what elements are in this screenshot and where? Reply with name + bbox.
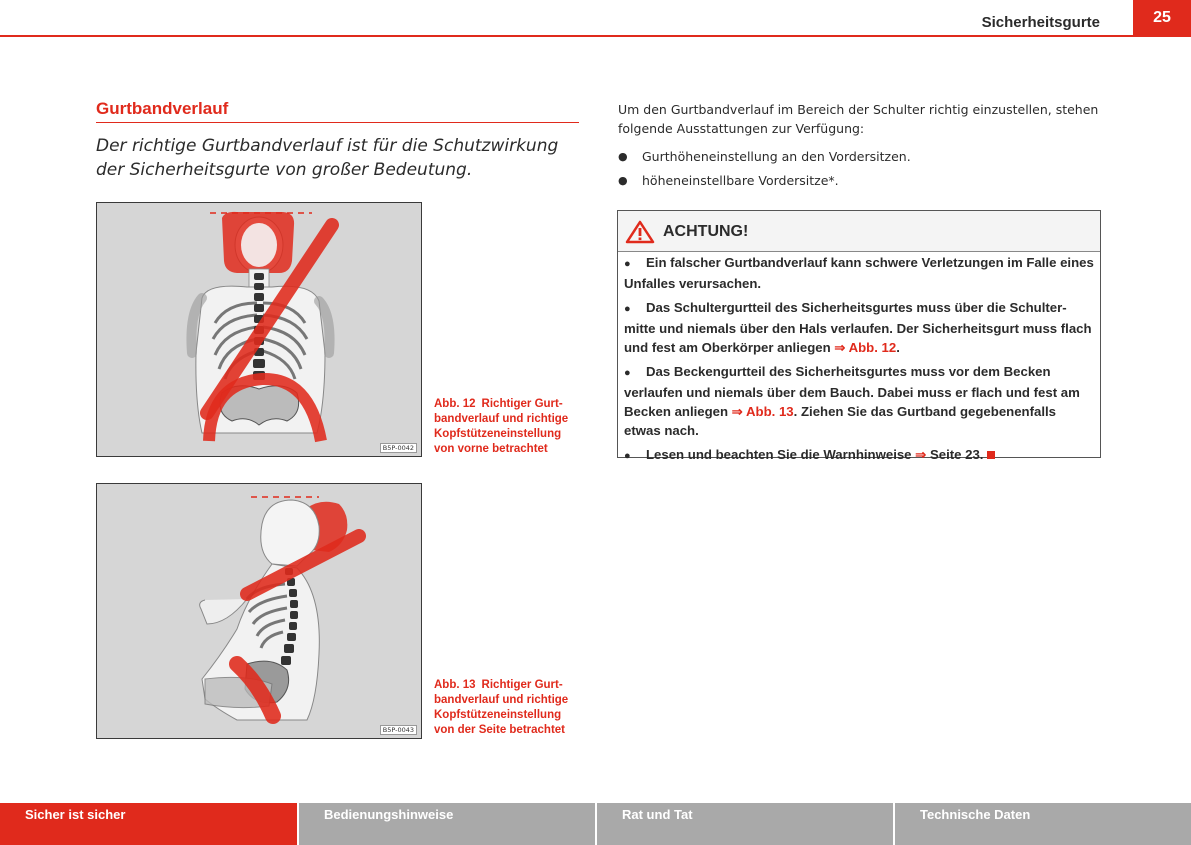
list-item: ● höheneinstellbare Vordersitze*. (618, 171, 1108, 190)
page-reference-link[interactable]: Seite 23. (929, 447, 984, 462)
warning-item: ● Ein falscher Gurtbandverlauf kann schwere Verletzungen im Falle eines Unfalles verursachen. (624, 255, 1094, 291)
figure-caption (434, 397, 584, 457)
tab-technische-daten[interactable]: Technische Daten (893, 803, 1191, 845)
page-number: 25 (1133, 0, 1191, 36)
warning-header (618, 211, 1100, 252)
figure-label: Abb. 13 (434, 679, 476, 691)
figure-side-view (96, 483, 422, 739)
figure-reference-link[interactable]: Abb. 13 (746, 404, 794, 419)
warning-item: ● Das Schultergurtteil des Sicherheitsgurtes muss über die Schulter-mitte und niemals über den Hals verlaufen. Der Sicherheitsgurt muss flach und fest am Oberkörper anliegen ⇒ Abb. 12. (624, 300, 1092, 355)
figure-front-view (96, 202, 422, 457)
figure-code: B5P-0042 (380, 443, 417, 453)
header-divider (0, 35, 1191, 37)
tab-bedienungshinweise[interactable]: Bedienungshinweise (297, 803, 595, 845)
tab-sicher-ist-sicher[interactable]: Sicher ist sicher (0, 803, 297, 845)
figure-caption-text: Richtiger Gurt-bandverlauf und richtige Kopfstützeneinstellung von der Seite betrachtet (434, 679, 569, 736)
footer-navigation (0, 803, 1191, 845)
figure-caption (434, 678, 584, 738)
figure-label: Abb. 12 (434, 398, 476, 410)
warning-title: ACHTUNG! (663, 223, 749, 240)
page-header-title: Sicherheitsgurte (981, 14, 1100, 31)
section-divider (96, 122, 579, 123)
bullet-icon: ● (624, 258, 631, 270)
bullet-icon: ● (624, 450, 631, 462)
belt-side-illustration (97, 484, 422, 739)
body-paragraph: Um den Gurtbandverlauf im Bereich der Schulter richtig einzustellen, stehen folgende Ausstattungen zur Verfügung: (618, 102, 1099, 136)
belt-front-illustration (97, 203, 422, 457)
bullet-icon: ● (624, 303, 631, 315)
figure-reference-link[interactable]: Abb. 12 (848, 340, 897, 355)
warning-item: ● Das Beckengurtteil des Sicherheitsgurtes muss vor dem Becken verlaufen und niemals über dem Bauch. Dabei muss er flach und fest am Becken anliegen ⇒ Abb. 13. Ziehen Sie das Gurtband gegebenenfalls etwas nach. (624, 364, 1080, 438)
section-intro: Der richtige Gurtbandverlauf ist für die Schutzwirkung der Sicherheitsgurte von großer Bedeutung. (96, 136, 559, 180)
bullet-icon: ● (624, 367, 631, 379)
figure-caption-text: Richtiger Gurt-bandverlauf und richtige Kopfstützeneinstellung von vorne betrachtet (434, 398, 569, 455)
warning-triangle-icon (625, 220, 655, 244)
figure-code: B5P-0043 (380, 725, 417, 735)
warning-list (624, 253, 1094, 471)
list-item: ● Gurthöheneinstellung an den Vordersitzen. (618, 147, 1108, 166)
warning-item: ● Lesen und beachten Sie die Warnhinweise ⇒ Seite 23. (624, 445, 1094, 466)
double-right-arrow-icon: ⇒ (915, 447, 927, 462)
warning-box (617, 210, 1101, 462)
double-right-arrow-icon: ⇒ (834, 340, 846, 355)
double-right-arrow-icon: ⇒ (731, 404, 743, 419)
end-marker-icon (987, 451, 995, 459)
equipment-list (618, 147, 1108, 195)
section-title: Gurtbandverlauf (96, 99, 229, 118)
tab-rat-und-tat[interactable]: Rat und Tat (595, 803, 893, 845)
